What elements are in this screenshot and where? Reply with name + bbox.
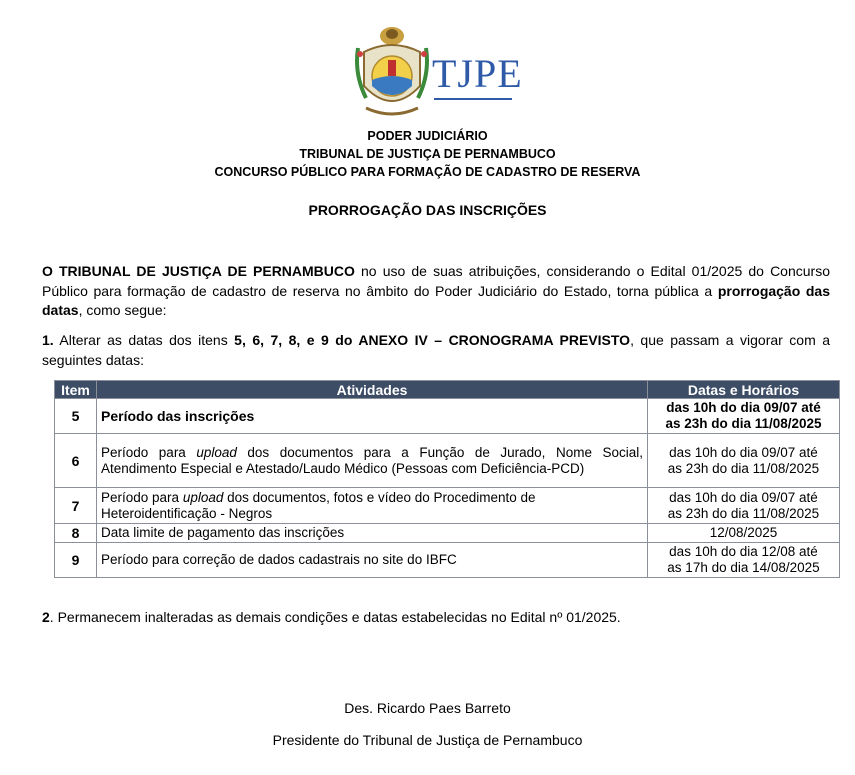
activity-text-post: dos documentos para a Função de Jurado, Nome Social, Atendimento Especial e Atestado/Laudo Médico (Pessoas com Deficiência-PCD) bbox=[101, 444, 643, 476]
row-date bbox=[648, 543, 840, 578]
table-row bbox=[55, 543, 840, 578]
table-row bbox=[55, 434, 840, 488]
intro-paragraph bbox=[42, 262, 830, 321]
row-date bbox=[648, 399, 840, 434]
row-date: 12/08/2025 bbox=[648, 524, 840, 543]
date-line-1: das 10h do dia 09/07 até bbox=[666, 400, 821, 415]
header-line-3: CONCURSO PÚBLICO PARA FORMAÇÃO DE CADASTRO DE RESERVA bbox=[214, 165, 641, 179]
row-item-number: 6 bbox=[55, 434, 97, 488]
schedule-table bbox=[54, 380, 840, 578]
item-2-text: . Permanecem inalteradas as demais condições e datas estabelecidas no Edital nº 01/2025. bbox=[49, 609, 621, 625]
activity-text-post: dos documentos, fotos e vídeo do Procedimento de Heteroidentificação - Negros bbox=[101, 489, 536, 521]
row-activity: Data limite de pagamento das inscrições bbox=[97, 524, 648, 543]
header-line-1: PODER JUDICIÁRIO bbox=[367, 129, 488, 143]
item-1-bold: 5, 6, 7, 8, e 9 do ANEXO IV – CRONOGRAMA PREVISTO bbox=[234, 332, 631, 348]
item-1-paragraph bbox=[42, 331, 830, 370]
activity-italic: upload bbox=[182, 489, 224, 505]
intro-text-1: no uso de suas atribuições, considerando o Edital 01/2025 do Concurso Público para formação de cadastro de reserva no âmbito do Poder Judiciário do Estado, torna pública a bbox=[42, 263, 830, 299]
date-line-1: das 10h do dia 09/07 até bbox=[669, 444, 818, 460]
row-date bbox=[648, 488, 840, 524]
tjpe-logo bbox=[352, 24, 522, 124]
logo-underline bbox=[434, 98, 512, 100]
date-line-1: das 10h do dia 12/08 até bbox=[669, 544, 818, 559]
date-line-2: as 23h do dia 11/08/2025 bbox=[665, 416, 822, 431]
row-activity: Período das inscrições bbox=[97, 399, 648, 434]
table-row bbox=[55, 399, 840, 434]
row-activity: Período para correção de dados cadastrais no site do IBFC bbox=[97, 543, 648, 578]
item-1-text-2: , que passam a vigorar com a seguintes datas: bbox=[42, 332, 830, 368]
date-line-1: das 10h do dia 09/07 até bbox=[669, 489, 818, 505]
row-item-number: 8 bbox=[55, 524, 97, 543]
row-item-number: 7 bbox=[55, 488, 97, 524]
date-line-2: as 17h do dia 14/08/2025 bbox=[667, 560, 820, 575]
header-activities: Atividades bbox=[97, 381, 648, 399]
header-line-2: TRIBUNAL DE JUSTIÇA DE PERNAMBUCO bbox=[299, 147, 556, 161]
row-activity bbox=[97, 434, 648, 488]
table-row bbox=[55, 524, 840, 543]
date-line-2: as 23h do dia 11/08/2025 bbox=[667, 460, 820, 476]
activity-text-pre: Período para bbox=[101, 489, 183, 505]
row-item-number: 5 bbox=[55, 399, 97, 434]
item-2-number: 2 bbox=[42, 609, 50, 625]
signature-role: Presidente do Tribunal de Justiça de Pernambuco bbox=[272, 732, 583, 748]
row-activity bbox=[97, 488, 648, 524]
row-date bbox=[648, 434, 840, 488]
item-1-text-1: Alterar as datas dos itens bbox=[53, 332, 235, 348]
signature-name: Des. Ricardo Paes Barreto bbox=[344, 700, 511, 716]
coat-of-arms-icon bbox=[352, 24, 432, 120]
header-dates: Datas e Horários bbox=[648, 381, 840, 399]
header-item: Item bbox=[55, 381, 97, 399]
activity-text-pre: Período para bbox=[101, 444, 197, 460]
intro-bold-mid: prorrogação das datas bbox=[42, 282, 830, 318]
row-item-number: 9 bbox=[55, 543, 97, 578]
intro-text-2: , como segue: bbox=[78, 302, 167, 318]
activity-italic: upload bbox=[196, 444, 237, 460]
page-title: PRORROGAÇÃO DAS INSCRIÇÕES bbox=[308, 202, 547, 218]
item-2-paragraph bbox=[42, 608, 830, 628]
tjpe-logo-text: TJPE bbox=[432, 51, 523, 96]
table-header-row bbox=[55, 381, 840, 399]
item-1-number: 1. bbox=[42, 332, 54, 348]
table-row bbox=[55, 488, 840, 524]
date-line-2: as 23h do dia 11/08/2025 bbox=[667, 505, 820, 521]
intro-bold-start: O TRIBUNAL DE JUSTIÇA DE PERNAMBUCO bbox=[42, 263, 355, 279]
